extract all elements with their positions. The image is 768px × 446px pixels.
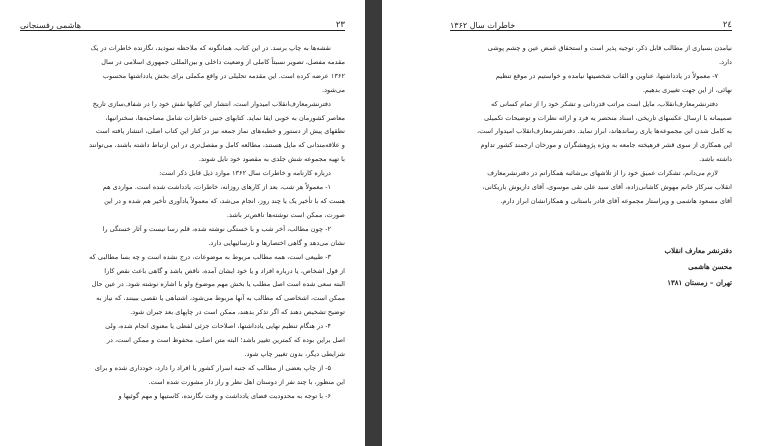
- text-line: اصل براین بوده که کمترین تغییر باشد؛ البته متن اصلی، محفوظ است و ممکن است، در: [106, 336, 345, 345]
- signature-place-date: تهران – زمستان ۱۳۸۱: [667, 277, 732, 287]
- running-title: هاشمی رفسنجانی: [20, 21, 81, 30]
- text-line: ۴- در هنگام تنظیم نهایی یادداشتها، اصلاحات جزئی لفظی یا معنوی انجام شده، ولی: [105, 322, 331, 331]
- text-line: ۵- از چاپ بعضی از مطالب که جنبه اسرار کشور یا افراد را دارد، خودداری شده و برای: [94, 363, 331, 372]
- left-page: [0, 0, 365, 446]
- text-line: نیامدن بسیاری از مطالب قابل ذکر، توجیه پذیر است و استحقاق غمض عین و چشم پوشی: [487, 44, 732, 52]
- text-line: صمیمانه با ارسال عکسهای تاریخی، اسناد منحصر به فرد و ارائه نظرات و توضیحات تکمیلی: [484, 113, 732, 122]
- page-header: [20, 4, 345, 31]
- text-line: درباره کارنامه و خاطرات سال ۱۳۶۲ موارد ذیل قابل ذکر است:: [159, 169, 331, 178]
- text-line: ممکن است، اشخاصی که مطالب به آنها مربوط می‌شود، اشتباهی یا نقصی ببینند، که نیاز به: [96, 294, 345, 303]
- text-line: ۳- طبیعی است، همه مطالب مربوط به موضوعات، درج نشده است و چه بسا مطالبی که: [89, 252, 331, 261]
- page-number: ۲٤: [722, 20, 732, 30]
- text-line: معاصر کشورمان به خوبی ایفا نماید. کتابهای جنبی خاطرات شامل مصاحبه‌ها، سخنرانیها،: [105, 113, 345, 122]
- text-line: انقلاب سرکار خانم مهوش کاشانی‌زاده، آقای سید علی تقی موسوی، آقای داریوش باریکانی،: [482, 183, 732, 192]
- signature-office: دفترنشر معارف انقلاب: [664, 245, 732, 255]
- text-line: ۱- معمولاً هر شب، بعد از کارهای روزانه، خاطرات، یادداشت شده است. مواردی هم: [102, 183, 331, 192]
- page-number: ۲۳: [335, 20, 345, 30]
- page-body: [20, 42, 345, 404]
- text-line: داشته باشد.: [699, 155, 732, 164]
- text-line: از قول اشخاص، یا درباره افراد و یا خود ایشان آمده، ناقص باشد و گاهی باعث نقص کارا: [104, 266, 345, 275]
- signature-name: محسن هاشمی: [688, 261, 732, 271]
- text-line: نشان می‌دهد و گاهی اختصارها و نارسائیهایی دارد.: [208, 238, 345, 247]
- text-line: با تهیه مجموعه شش جلدی به مقصود خود نایل شوند.: [198, 155, 345, 164]
- text-line: لازم می‌دانم، تشکرات عمیق خود را از تلاشهای بی‌شائبه همکارانم در دفترنشرمعارف: [487, 169, 718, 178]
- text-line: به کامل شدن این مجموعه‌ها یاری رساندهاند، ابراز نماید. دفترنشرمعارف‌انقلاب امیدوار است،: [477, 127, 732, 136]
- text-line: دفترنشرمعارف‌انقلاب امیدوار است، انتشار این کتابها نقش خود را در شفاف‌سازی تاریخ: [92, 99, 331, 108]
- text-line: ۲- چون مطالب، آخر شب و با خستگی نوشته شده، قلم رسا نیست و آثار خستگی را: [102, 224, 331, 233]
- page-body: [450, 42, 732, 209]
- text-line: می‌شود.: [322, 85, 345, 94]
- text-line: آقای مسعود هاشمی و ویراستار مجموعه آقای قادر باستانی و همکارانشان ابراز دارم.: [500, 196, 732, 205]
- text-line: توضیح تشخیص دهند که اگر تذکر بدهند، ممکن است در چاپهای بعد جبران شود.: [130, 308, 345, 317]
- text-line: ۱۳۶۲ عرضه کرده است. این مقدمه تحلیلی در واقع مکملی برای بخش یادداشتها محسوب: [102, 71, 345, 80]
- right-page: [382, 0, 768, 446]
- text-line: شرایطی دیگر، بدون تغییر چاپ شود.: [244, 349, 345, 358]
- text-line: و علاقه‌مندانی که مایل هستند، مطالعه کامل و مفصل‌تری در این ارتباط داشته باشند، می‌توانند: [89, 141, 345, 150]
- text-line: نقشه‌ها به چاپ برسد. در این کتاب، همانگونه که ملاحظه نمودید، نگارنده خاطرات در یک: [90, 44, 331, 52]
- signature-block: [450, 243, 732, 291]
- text-line: دارد.: [719, 57, 732, 66]
- text-line: هست که با تأخیر یک یا چند روز، انجام می‌شد، که معمولاً یادآوری تأخیر هم شده و در این: [104, 196, 345, 205]
- page-header: [450, 4, 732, 31]
- text-line: ۷- معمولاً در یادداشتها، عناوین و القاب شخصیتها نیامده و خواستیم در موقع تنظیم: [495, 71, 718, 80]
- text-line: صورت، ممکن است نوشته‌ها ناقص‌تر باشد.: [226, 210, 345, 219]
- text-line: نهائی، از این جهت تغییری بدهیم.: [642, 85, 732, 94]
- text-line: این منظور، با چند نفر از دوستان اهل نظر و راز دار مشورت شده است.: [148, 377, 345, 386]
- text-line: ۶- با توجه به محدودیت فضای یادداشت و وقت نگارنده، کاستیها و مهم گوئیها و: [118, 391, 331, 400]
- text-line: این همکاری از سوی قشر فرهیخته جامعه به ویژه پژوهشگران و مورخان ارجمند کشور تداوم: [480, 141, 732, 150]
- text-line: دفترنشرمعارف‌انقلاب، مایل است مراتب قدردانی و تشکر خود را از تمام کسانی که: [490, 99, 718, 108]
- text-line: نطقهای پیش از دستور و خطبه‌های نماز جمعه نیز در کنار این کتاب اصلی، انتشار یافته است: [95, 127, 345, 136]
- text-line: مقدمه مفصل، تصویر نسبتاً کاملی از وضعیت داخلی و بین‌المللی جمهوری اسلامی در سال: [101, 57, 345, 66]
- running-title: خاطرات سال ۱۳۶۲: [450, 21, 516, 30]
- text-line: البته سعی شده است اصل مطلب یا بخش مهم موضوع ولو با اشاره نوشته شود. در عین حال: [91, 280, 345, 289]
